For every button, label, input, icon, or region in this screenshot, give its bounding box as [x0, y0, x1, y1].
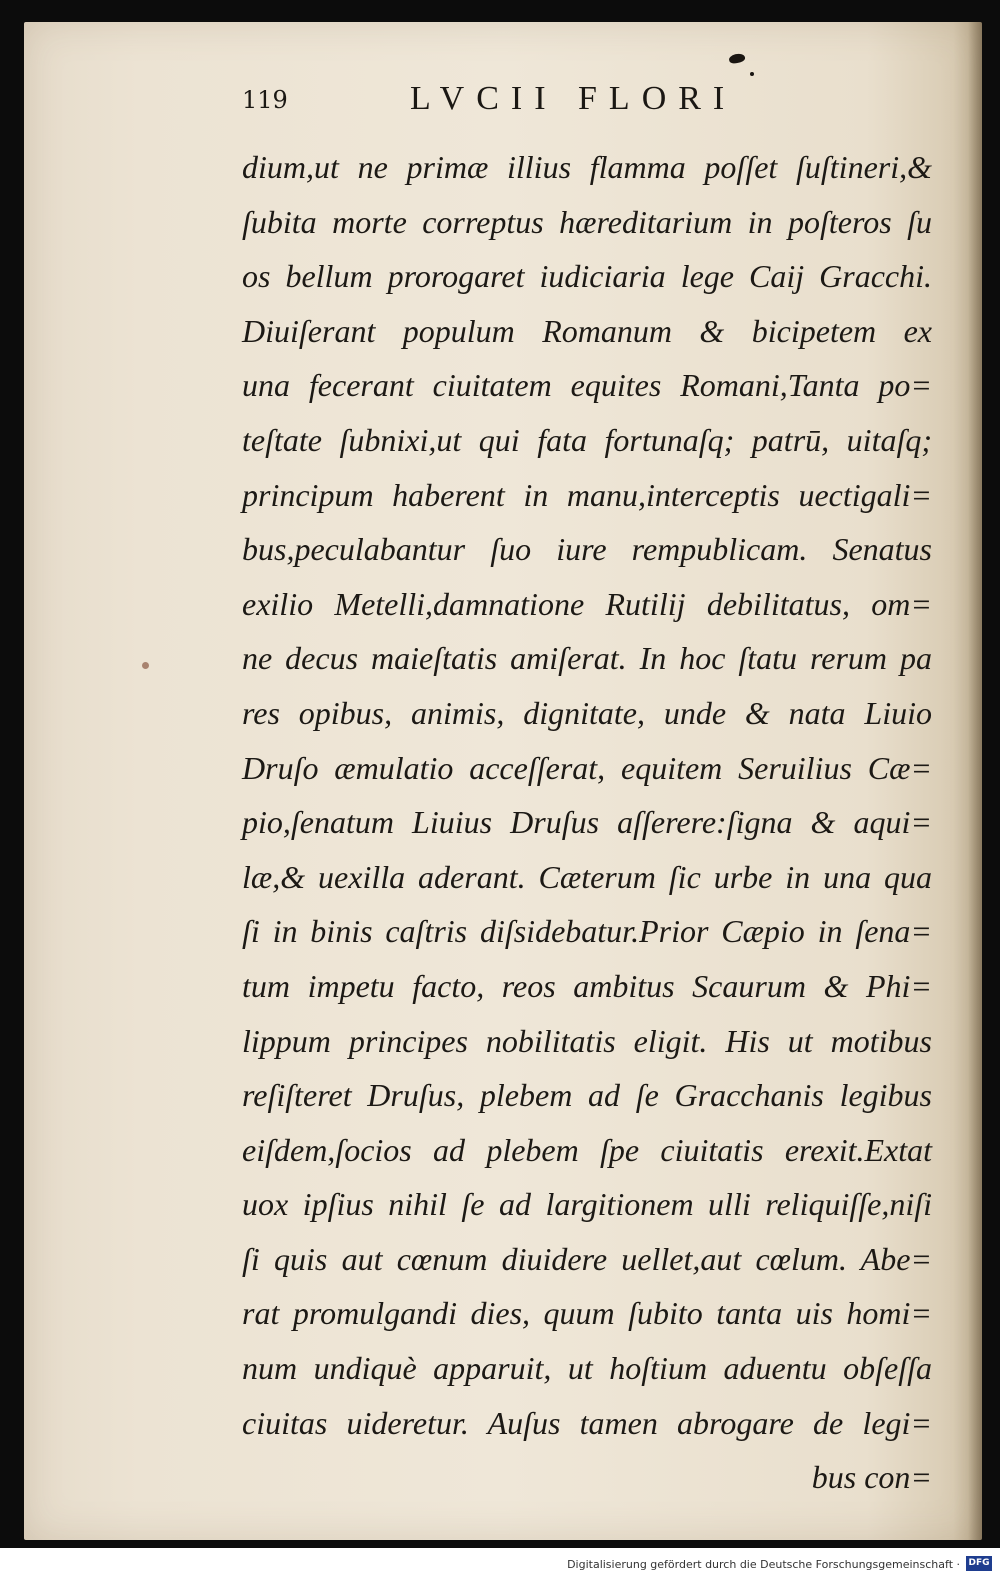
page-edge-shadow — [968, 22, 982, 1540]
digitization-footer — [0, 1548, 1000, 1584]
funding-credit: Digitalisierung gefördert durch die Deutsche Forschungsgemeinschaft · — [567, 1558, 960, 1571]
text-line: lippum principes nobilitatis eligit. His ut motibus — [242, 1022, 932, 1059]
dfg-logo-icon: DFG — [966, 1556, 992, 1571]
ink-dot — [750, 72, 754, 76]
text-line: Diuiſerant populum Romanum & bicipetem ex — [242, 312, 932, 349]
text-line: rat promulgandi dies, quum ſubito tanta uis homi= — [242, 1295, 932, 1332]
text-line: pio,ſenatum Liuius Druſus aſſerere:ſigna & aqui= — [242, 804, 932, 841]
text-line: exilio Metelli,damnatione Rutilij debilitatus, om= — [242, 585, 932, 622]
running-head: LVCII FLORI — [410, 80, 737, 117]
text-line: eiſdem,ſocios ad plebem ſpe ciuitatis erexit.Extat — [242, 1131, 932, 1168]
text-line: num undiquè apparuit, ut hoſtium aduentu obſeſſa — [242, 1350, 932, 1387]
text-line: ne decus maieſtatis amiſerat. In hoc ſtatu rerum pa — [242, 640, 932, 677]
catchword: bus con= — [811, 1459, 932, 1496]
text-line: bus,peculabantur ſuo iure rempublicam. Senatus — [242, 531, 932, 568]
text-line: res opibus, animis, dignitate, unde & nata Liuio — [242, 694, 932, 731]
text-line: ſi in binis caſtris diſsidebatur.Prior Cæpio in ſena= — [242, 913, 932, 950]
text-line: ſubita morte correptus hæreditarium in poſteros ſu — [242, 203, 932, 240]
ink-blot — [728, 52, 746, 65]
text-line: teſtate ſubnixi,ut qui fata fortunaſq; patrū, uitaſq; — [242, 421, 932, 458]
text-line: reſiſteret Druſus, plebem ad ſe Gracchanis legibus — [242, 1077, 932, 1114]
text-line: dium,ut ne primæ illius flamma poſſet ſuſtineri,& — [242, 149, 932, 185]
text-line: principum haberent in manu,interceptis uectigali= — [242, 476, 932, 513]
text-line: Druſo æmulatio acceſſerat, equitem Seruilius Cæ= — [242, 749, 932, 786]
text-line: ciuitas uideretur. Auſus tamen abrogare de legi= — [242, 1404, 932, 1441]
text-line: uox ipſius nihil ſe ad largitionem ulli reliquiſſe,niſi — [242, 1186, 932, 1223]
text-line: tum impetu facto, reos ambitus Scaurum & Phi= — [242, 967, 932, 1004]
body-text — [242, 140, 932, 1505]
text-line: læ,& uexilla aderant. Cæterum ſic urbe in una qua — [242, 858, 932, 895]
paper-stain — [142, 662, 149, 669]
text-line: ſi quis aut cœnum diuidere uellet,aut cœlum. Abe= — [242, 1240, 932, 1277]
folio-number: 119 — [242, 86, 288, 114]
text-line: os bellum prorogaret iudiciaria lege Caij Gracchi. — [242, 258, 932, 295]
page-header — [242, 80, 942, 130]
text-line: una fecerant ciuitatem equites Romani,Tanta po= — [242, 367, 932, 404]
